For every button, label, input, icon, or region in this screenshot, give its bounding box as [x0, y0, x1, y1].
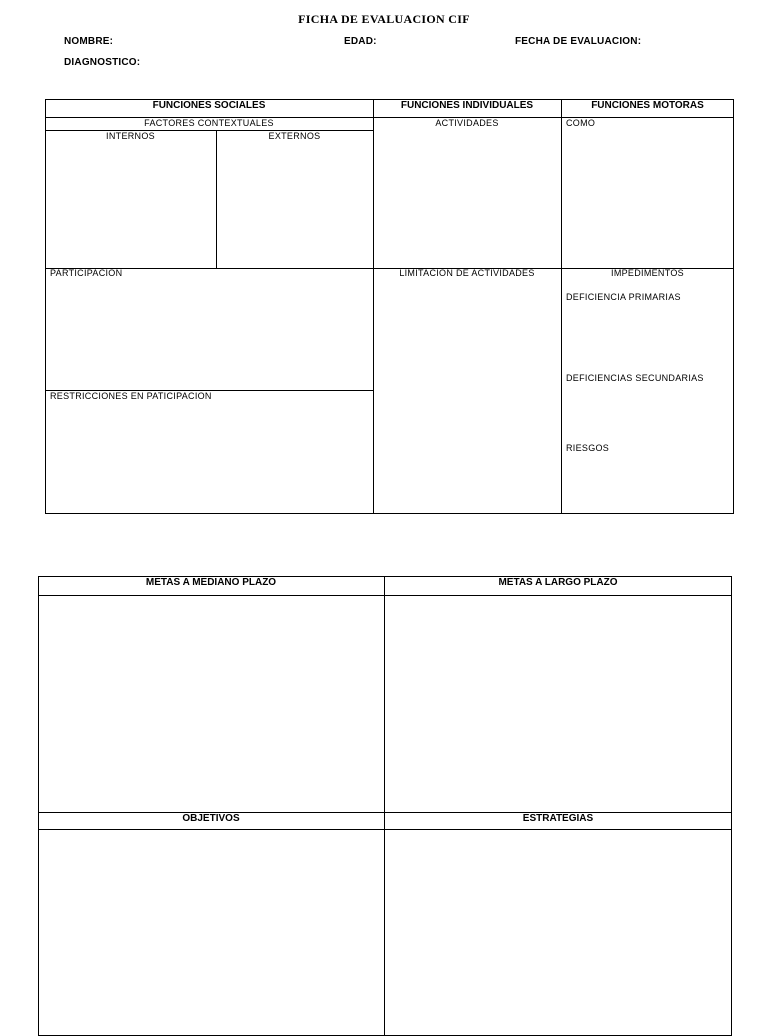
- divider: [38, 829, 732, 830]
- goals-table: [38, 576, 732, 1036]
- funciones-sociales-header: FUNCIONES SOCIALES: [152, 100, 266, 111]
- participacion-label: PARTICIPACION: [50, 268, 123, 278]
- externos-label: EXTERNOS: [268, 131, 321, 141]
- impedimentos-label: IMPEDIMENTOS: [611, 268, 684, 278]
- diagnostico-label: DIAGNOSTICO:: [64, 57, 141, 68]
- edad-label: EDAD:: [344, 36, 377, 47]
- como-label: COMO: [566, 118, 596, 128]
- deficiencia-primarias-label: DEFICIENCIA PRIMARIAS: [566, 292, 681, 302]
- deficiencias-secundarias-label: DEFICIENCIAS SECUNDARIAS: [566, 373, 704, 383]
- factores-contextuales-label: FACTORES CONTEXTUALES: [144, 118, 274, 128]
- estrategias-header: ESTRATEGIAS: [522, 813, 594, 824]
- metas-mediano-plazo-header: METAS A MEDIANO PLAZO: [145, 577, 277, 588]
- divider: [561, 99, 562, 514]
- cif-functions-table: [45, 99, 734, 514]
- divider: [373, 99, 374, 514]
- metas-largo-plazo-header: METAS A LARGO PLAZO: [498, 577, 618, 588]
- divider: [216, 130, 217, 268]
- funciones-individuales-header: FUNCIONES INDIVIDUALES: [400, 100, 534, 111]
- internos-label: INTERNOS: [106, 131, 155, 141]
- divider: [384, 576, 385, 1036]
- limitacion-actividades-label: LIMITACION DE ACTIVIDADES: [399, 268, 535, 278]
- riesgos-label: RIESGOS: [566, 443, 610, 453]
- restricciones-label: RESTRICCIONES EN PATICIPACION: [50, 391, 212, 401]
- divider: [38, 595, 732, 596]
- funciones-motoras-header: FUNCIONES MOTORAS: [591, 100, 704, 111]
- fecha-evaluacion-label: FECHA DE EVALUACION:: [515, 36, 642, 47]
- actividades-label: ACTIVIDADES: [435, 118, 499, 128]
- nombre-label: NOMBRE:: [64, 36, 114, 47]
- objetivos-header: OBJETIVOS: [182, 813, 240, 824]
- page-title: FICHA DE EVALUACION CIF: [298, 12, 470, 26]
